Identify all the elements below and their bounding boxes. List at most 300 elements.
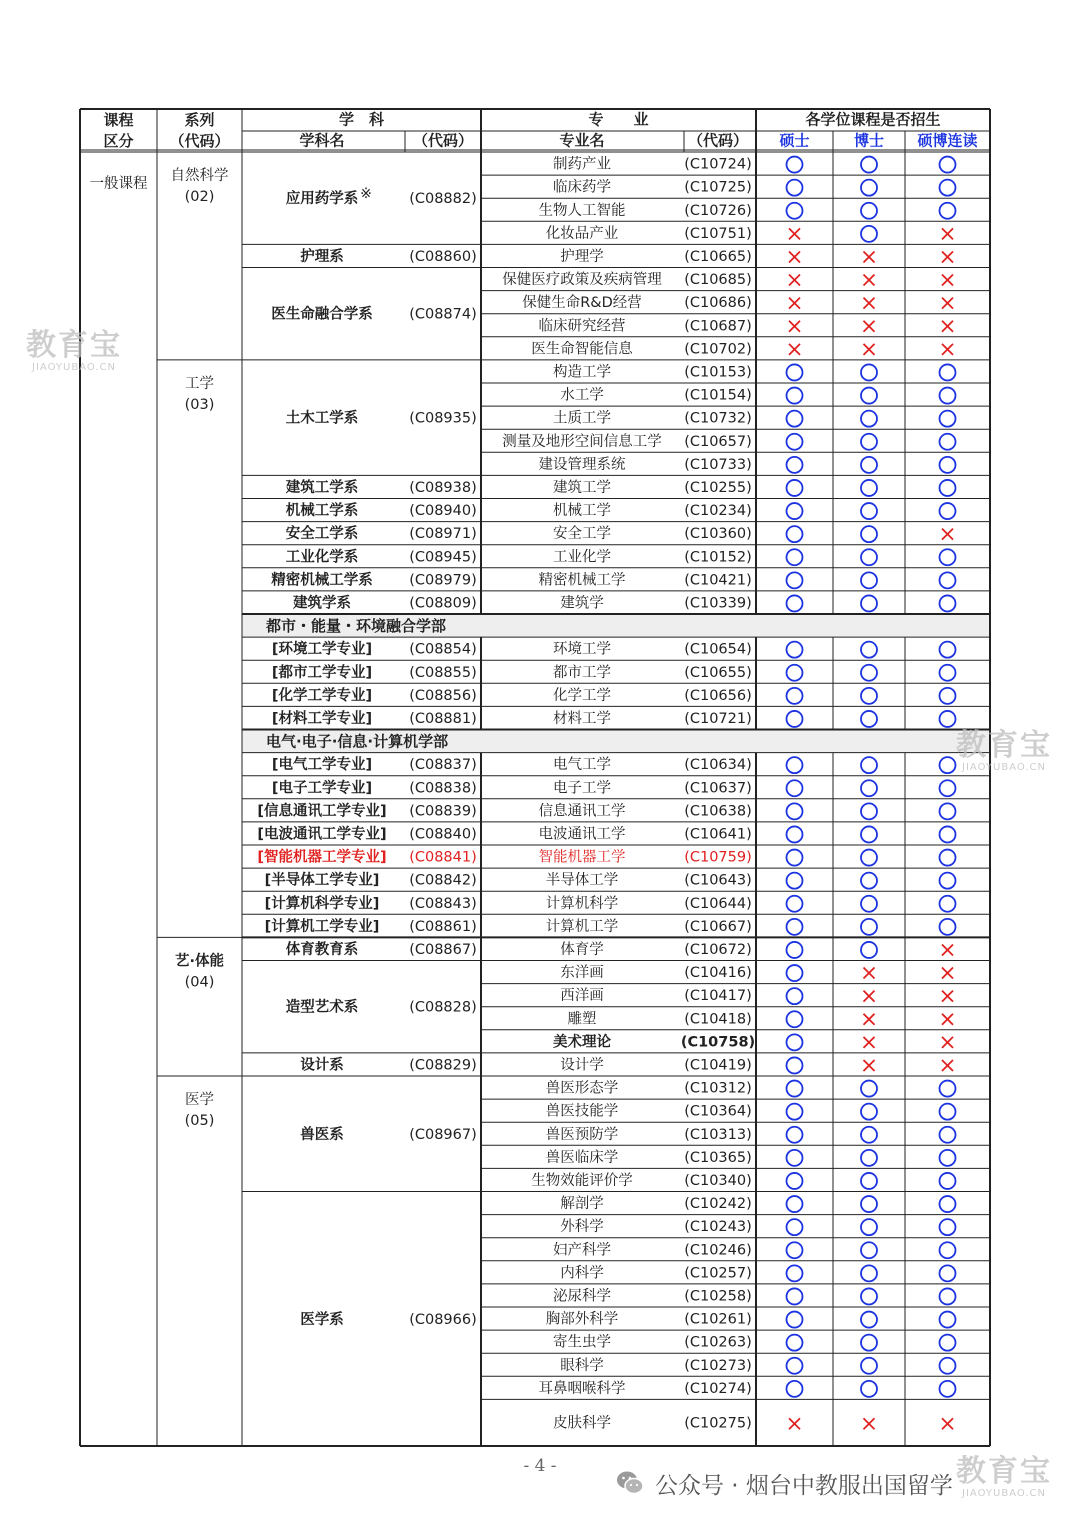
major-name: 土质工学 [553,410,611,427]
status-circle-icon [940,203,956,219]
major-code: (C10234) [684,503,752,520]
status-cross-icon [942,991,953,1002]
subject-code: (C08967) [409,1126,477,1143]
major-code: (C10634) [684,757,752,774]
status-circle-icon [861,1150,877,1166]
series-name: 医学 [185,1092,214,1108]
watermark-main: 教育宝 [956,1454,1052,1489]
status-circle-icon [861,1288,877,1304]
status-circle-icon [940,1196,956,1212]
major-code: (C10257) [684,1265,752,1282]
major-code: (C10644) [684,895,752,912]
status-cross-icon [942,1418,953,1429]
status-circle-icon [861,457,877,473]
subject-code: (C08938) [409,479,477,496]
status-circle-icon [940,873,956,889]
subject-name: [信息通讯工学专业] [257,803,387,820]
subject-name: [电波通讯工学专业] [257,826,387,843]
wechat-icon [615,1468,645,1498]
status-cross-icon [789,344,800,355]
major-name: 设计学 [560,1057,604,1074]
status-circle-icon [940,850,956,866]
status-circle-icon [787,1011,803,1027]
major-code: (C10246) [684,1242,752,1259]
status-circle-icon [940,388,956,404]
subject-code: (C08842) [409,872,477,889]
status-cross-icon [942,228,953,239]
major-name: 临床药学 [553,179,611,196]
major-name: 建筑学 [560,595,604,612]
subject-code: (C08979) [409,572,477,589]
major-name: 计算机科学 [545,895,619,912]
status-circle-icon [861,873,877,889]
major-code: (C10725) [684,179,752,196]
status-circle-icon [787,988,803,1004]
status-circle-icon [787,457,803,473]
subject-name: 建筑工学系 [285,479,359,496]
status-circle-icon [940,364,956,380]
major-name: 制药产业 [553,156,611,173]
status-circle-icon [861,503,877,519]
status-cross-icon [942,1014,953,1025]
major-code: (C10686) [684,295,752,312]
status-circle-icon [940,919,956,935]
status-circle-icon [787,503,803,519]
major-name: 信息通讯工学 [538,803,626,820]
status-circle-icon [787,896,803,912]
status-cross-icon [942,529,953,540]
major-name: 西洋画 [560,988,604,1005]
status-circle-icon [787,942,803,958]
major-name: 电波通讯工学 [538,826,626,843]
series-code: (03) [184,396,215,413]
header-category: 课程 [103,111,134,129]
status-circle-icon [940,688,956,704]
status-circle-icon [787,1312,803,1328]
status-circle-icon [940,180,956,196]
major-name: 电子工学 [553,780,611,797]
major-name: 眼科学 [560,1357,604,1374]
major-name: 计算机工学 [545,918,619,935]
status-circle-icon [787,1104,803,1120]
category-label: 一般课程 [89,176,148,192]
watermark-main: 教育宝 [956,728,1052,763]
subject-name: 兽医系 [300,1126,344,1143]
status-circle-icon [861,826,877,842]
subject-name: [半导体工学专业] [264,872,380,889]
status-cross-icon [789,251,800,262]
major-code: (C10657) [684,433,752,450]
status-circle-icon [787,180,803,196]
subject-code: (C08829) [409,1057,477,1074]
status-circle-icon [861,411,877,427]
watermark-sub: JIAOYUBAO.CN [962,762,1046,773]
status-cross-icon [942,251,953,262]
subject-code: (C08840) [409,826,477,843]
header-doctor: 博士 [853,131,885,150]
status-cross-icon [789,1418,800,1429]
status-cross-icon [942,1060,953,1071]
major-code: (C10312) [684,1080,752,1097]
status-circle-icon [940,896,956,912]
major-name: 测量及地形空间信息工学 [502,433,662,450]
status-circle-icon [787,572,803,588]
status-cross-icon [864,298,875,309]
subject-name: 精密机械工学系 [271,572,373,589]
major-name: 都市工学 [553,664,611,681]
major-name: 寄生虫学 [553,1334,611,1351]
status-cross-icon [864,1014,875,1025]
subject-code: (C08940) [409,503,477,520]
subject-code: (C08837) [409,757,477,774]
subject-name: 土木工学系 [285,410,359,427]
major-code: (C10339) [684,595,752,612]
major-code: (C10665) [684,248,752,265]
status-circle-icon [787,1173,803,1189]
status-circle-icon [940,157,956,173]
major-name: 泌尿科学 [553,1288,611,1305]
major-code: (C10726) [684,202,752,219]
status-circle-icon [861,595,877,611]
major-name: 兽医技能学 [545,1103,619,1120]
status-cross-icon [789,298,800,309]
major-name: 工业化学 [553,549,611,566]
major-code: (C10418) [684,1011,752,1028]
major-code: (C10637) [684,780,752,797]
major-code: (C10751) [684,225,752,242]
major-name: 耳鼻咽喉科学 [538,1380,626,1397]
status-circle-icon [861,1219,877,1235]
major-name: 解剖学 [560,1196,604,1213]
series-code: (05) [184,1113,215,1129]
major-code: (C10638) [684,803,752,820]
subject-name: 工业化学系 [285,549,359,566]
watermark-sub: JIAOYUBAO.CN [32,362,116,373]
subject-name: 应用药学系 [285,191,359,208]
status-circle-icon [787,1381,803,1397]
status-circle-icon [861,1312,877,1328]
major-code: (C10733) [684,456,752,473]
group-title: 都市・能量・环境融合学部 [266,617,447,636]
subject-code: (C08841) [409,849,477,866]
major-name: 护理学 [560,248,604,265]
major-code: (C10416) [684,965,752,982]
status-circle-icon [940,1127,956,1143]
major-name: 材料工学 [553,710,611,727]
major-name: 建设管理系统 [538,456,626,473]
status-cross-icon [864,275,875,286]
subject-name: [都市工学专业] [271,664,373,681]
status-cross-icon [864,968,875,979]
major-name: 生物效能评价学 [531,1172,633,1189]
status-circle-icon [787,919,803,935]
major-code: (C10255) [684,479,752,496]
status-circle-icon [787,1265,803,1281]
status-circle-icon [861,919,877,935]
major-name: 兽医临床学 [545,1149,619,1166]
major-code: (C10758) [680,1034,756,1051]
subject-code: (C08843) [409,895,477,912]
status-cross-icon [864,991,875,1002]
major-name: 胸部外科学 [545,1311,619,1328]
major-name: 建筑工学 [553,479,611,496]
status-circle-icon [861,942,877,958]
major-name: 雕塑 [567,1011,597,1028]
status-circle-icon [940,1312,956,1328]
major-code: (C10672) [684,941,752,958]
major-code: (C10274) [684,1380,752,1397]
major-code: (C10724) [684,156,752,173]
header-series: 系列 [184,111,215,129]
watermark-sub: JIAOYUBAO.CN [962,1488,1046,1499]
subject-code: (C08971) [409,526,477,543]
footer-text: 公众号 · 烟台中教服出国留学 [655,1472,953,1499]
status-circle-icon [787,642,803,658]
major-name: 兽医形态学 [545,1080,619,1097]
major-code: (C10313) [684,1126,752,1143]
major-code: (C10721) [684,710,752,727]
major-name: 化妆品产业 [545,225,619,242]
major-code: (C10364) [684,1103,752,1120]
status-cross-icon [942,275,953,286]
status-circle-icon [787,203,803,219]
major-name: 环境工学 [553,641,611,658]
status-circle-icon [787,388,803,404]
status-circle-icon [940,1265,956,1281]
major-name: 内科学 [560,1265,604,1282]
subject-code: (C08809) [409,595,477,612]
status-circle-icon [940,1358,956,1374]
status-cross-icon [942,321,953,332]
status-circle-icon [861,203,877,219]
status-circle-icon [940,1104,956,1120]
major-code: (C10421) [684,572,752,589]
major-name: 兽医预防学 [545,1126,619,1143]
series-code: (04) [184,974,215,991]
subject-code: (C08828) [409,999,477,1016]
major-code: (C10275) [684,1415,752,1432]
subject-code: (C08861) [409,918,477,935]
subject-name: [材料工学专业] [271,710,373,727]
status-circle-icon [861,1242,877,1258]
major-code: (C10759) [684,849,752,866]
status-circle-icon [787,1081,803,1097]
subject-name: [计算机科学专业] [264,895,380,912]
group-title: 电气·电子·信息·计算机学部 [266,732,449,751]
status-circle-icon [787,1335,803,1351]
header-master: 硕士 [779,131,810,150]
status-circle-icon [940,1288,956,1304]
major-code: (C10360) [684,526,752,543]
status-circle-icon [861,1127,877,1143]
watermark [946,1456,1062,1500]
status-circle-icon [787,1219,803,1235]
major-name: 体育学 [560,941,604,958]
status-circle-icon [940,803,956,819]
status-circle-icon [940,1150,956,1166]
status-circle-icon [787,157,803,173]
subject-code: (C08935) [409,410,477,427]
subject-name: 设计系 [300,1057,344,1074]
subject-code: (C08874) [409,306,477,323]
major-name: 保健医疗政策及疾病管理 [502,272,662,289]
status-circle-icon [940,457,956,473]
major-code: (C10242) [684,1196,752,1213]
major-name: 东洋画 [560,965,604,982]
major-name: 保健生命R&D经营 [522,295,642,312]
status-cross-icon [942,344,953,355]
major-code: (C10667) [684,918,752,935]
major-code: (C10732) [684,410,752,427]
status-circle-icon [787,526,803,542]
subject-code: (C08882) [409,191,477,208]
major-code: (C10258) [684,1288,752,1305]
major-code: (C10417) [684,988,752,1005]
status-cross-icon [789,321,800,332]
header-subject-name: 学科名 [299,131,345,150]
subject-mark: ※ [360,186,372,203]
status-circle-icon [861,1335,877,1351]
subject-name: [化学工学专业] [271,687,373,704]
major-name: 智能机器工学 [538,849,626,866]
major-code: (C10419) [684,1057,752,1074]
status-circle-icon [940,642,956,658]
subject-name: 医生命融合学系 [271,306,373,323]
status-circle-icon [940,1081,956,1097]
status-circle-icon [940,665,956,681]
subject-code: (C08945) [409,549,477,566]
status-circle-icon [861,1381,877,1397]
subject-code: (C08838) [409,780,477,797]
watermark [16,330,132,374]
major-code: (C10153) [684,364,752,381]
major-name: 医生命智能信息 [531,341,633,358]
major-code: (C10655) [684,664,752,681]
status-circle-icon [787,364,803,380]
subject-name: [智能机器工学专业] [257,849,387,866]
status-circle-icon [861,388,877,404]
status-circle-icon [787,411,803,427]
major-name: 构造工学 [553,364,611,381]
status-circle-icon [861,1196,877,1212]
status-cross-icon [942,944,953,955]
status-circle-icon [861,688,877,704]
status-circle-icon [787,1242,803,1258]
status-circle-icon [861,896,877,912]
status-circle-icon [787,803,803,819]
subject-code: (C08839) [409,803,477,820]
footer [615,1463,953,1503]
status-circle-icon [861,757,877,773]
status-circle-icon [940,1173,956,1189]
subject-code: (C08966) [409,1311,477,1328]
major-name: 外科学 [560,1219,604,1236]
series-name: 自然科学 [170,168,229,184]
major-name: 生物人工智能 [538,202,626,219]
status-circle-icon [940,711,956,727]
major-name: 精密机械工学 [538,572,626,589]
page-number: - 4 - [523,1456,557,1476]
series-name: 工学 [185,375,214,392]
status-circle-icon [787,1057,803,1073]
status-circle-icon [861,1104,877,1120]
major-code: (C10641) [684,826,752,843]
status-circle-icon [787,711,803,727]
status-circle-icon [940,480,956,496]
status-circle-icon [787,480,803,496]
subject-name: 医学系 [300,1311,344,1328]
subject-name: 安全工学系 [285,526,359,543]
status-circle-icon [861,665,877,681]
header-major-code: （代码） [687,131,749,150]
status-circle-icon [861,180,877,196]
status-circle-icon [940,780,956,796]
series-code: (02) [184,189,215,205]
status-cross-icon [864,321,875,332]
major-code: (C10152) [684,549,752,566]
status-circle-icon [787,549,803,565]
major-code: (C10643) [684,872,752,889]
status-circle-icon [787,826,803,842]
header-major-name: 专业名 [559,131,605,150]
subject-code: (C08881) [409,710,477,727]
status-circle-icon [861,1081,877,1097]
subject-code: (C08860) [409,248,477,265]
major-code: (C10654) [684,641,752,658]
status-circle-icon [940,1242,956,1258]
major-name: 水工学 [560,387,604,404]
watermark [946,730,1062,774]
series-name: 艺·体能 [174,953,225,970]
subject-name: [电子工学专业] [271,780,373,797]
status-circle-icon [940,1381,956,1397]
subject-name: [计算机工学专业] [264,918,380,935]
status-circle-icon [861,364,877,380]
status-circle-icon [861,1265,877,1281]
status-circle-icon [861,642,877,658]
subject-code: (C08855) [409,664,477,681]
status-circle-icon [861,549,877,565]
major-code: (C10685) [684,272,752,289]
status-cross-icon [789,275,800,286]
major-name: 妇产科学 [553,1242,611,1259]
subject-code: (C08856) [409,687,477,704]
subject-name: 体育教育系 [285,941,359,958]
status-circle-icon [861,480,877,496]
status-circle-icon [861,157,877,173]
subject-name: [环境工学专业] [271,641,373,658]
major-code: (C10263) [684,1334,752,1351]
major-code: (C10261) [684,1311,752,1328]
status-circle-icon [787,595,803,611]
status-circle-icon [861,1358,877,1374]
status-cross-icon [942,1037,953,1048]
status-circle-icon [861,780,877,796]
major-code: (C10365) [684,1149,752,1166]
subject-name: 建筑学系 [293,595,351,612]
major-code: (C10273) [684,1357,752,1374]
status-circle-icon [940,503,956,519]
major-code: (C10154) [684,387,752,404]
subject-name: 机械工学系 [285,503,359,520]
header-subject-group: 学 科 [338,110,385,129]
header-combined: 硕博连读 [917,131,978,150]
subject-code: (C08854) [409,641,477,658]
major-code: (C10687) [684,318,752,335]
status-circle-icon [940,549,956,565]
status-circle-icon [861,803,877,819]
major-name: 皮肤科学 [553,1415,611,1432]
